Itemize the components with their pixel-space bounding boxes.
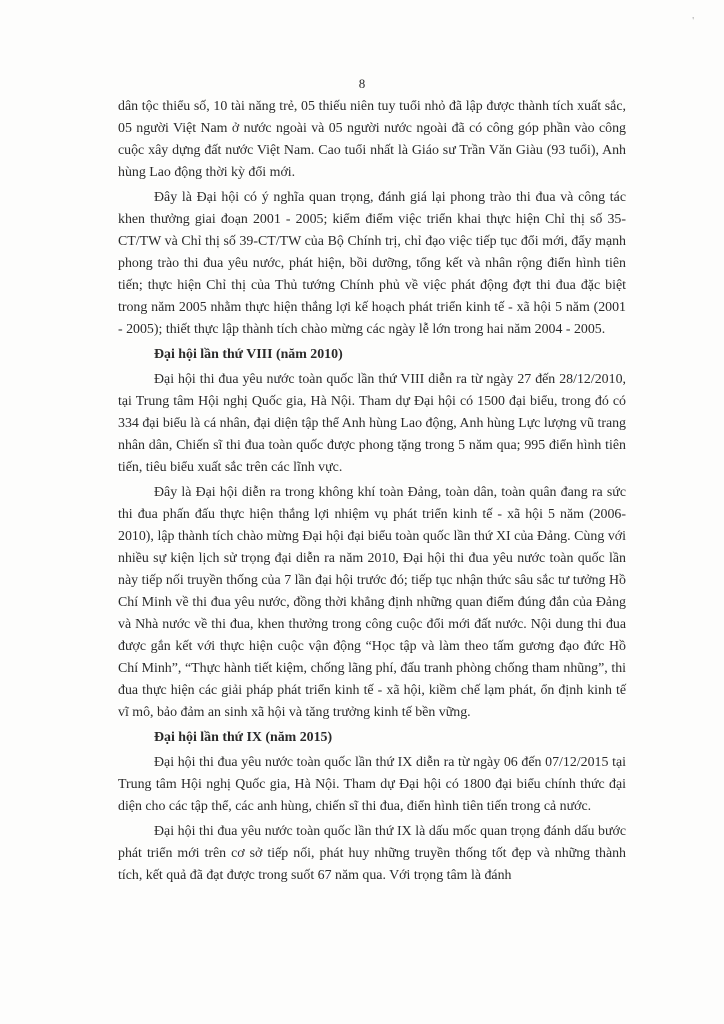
paragraph-viii-details: Đại hội thi đua yêu nước toàn quốc lần thứ VIII diễn ra từ ngày 27 đến 28/12/2010, tại Trung tâm Hội nghị Quốc gia, Hà Nội. Tham dự Đại hội có 1500 đại biểu, trong đó có 334 đại biểu là cá nhân, đại diện tập thể Anh hùng Lao động, Anh hùng Lực lượng vũ trang nhân dân, Chiến sĩ thi đua toàn quốc được phong tặng trong 5 năm qua; 995 điển hình tiên tiến, tiêu biểu xuất sắc trên các lĩnh vực. [118, 372, 626, 475]
section-heading-ix: Đại hội lần thứ IX (năm 2015) [154, 730, 333, 745]
paragraph-significance: Đây là Đại hội có ý nghĩa quan trọng, đánh giá lại phong trào thi đua và công tác khen thưởng giai đoạn 2001 - 2005; kiểm điểm việc triển khai thực hiện Chỉ thị số 35-CT/TW và Chỉ thị số 39-CT/TW của Bộ Chính trị, chỉ đạo việc tiếp tục đổi mới, đẩy mạnh phong trào thi đua yêu nước, phát hiện, bồi dưỡng, tổng kết và nhân rộng điển hình tiên tiến; thực hiện Chỉ thị của Thủ tướng Chính phủ về việc phát động đợt thi đua đặc biệt trong năm 2005 nhằm thực hiện thắng lợi kế hoạch phát triển kinh tế - xã hội 5 năm (2001 - 2005); thiết thực lập thành tích chào mừng các ngày lễ lớn trong hai năm 2004 - 2005. [118, 190, 626, 337]
paragraph-ix-milestone: Đại hội thi đua yêu nước toàn quốc lần thứ IX là dấu mốc quan trọng đánh dấu bước phát triển mới trên cơ sở tiếp nối, phát huy những truyền thống tốt đẹp và những thành tích, kết quả đã đạt được trong suốt 67 năm qua. Với trọng tâm là đánh [118, 824, 626, 883]
paragraph-continuation: dân tộc thiểu số, 10 tài năng trẻ, 05 thiếu niên tuy tuổi nhỏ đã lập được thành tích xuất sắc, 05 người Việt Nam ở nước ngoài và 05 người nước ngoài đã có công góp phần vào công cuộc xây dựng đất nước Việt Nam. Cao tuổi nhất là Giáo sư Trần Văn Giàu (93 tuổi), Anh hùng Lao động thời kỳ đổi mới. [118, 99, 626, 180]
corner-mark: ' [692, 16, 694, 27]
paragraph-ix-details: Đại hội thi đua yêu nước toàn quốc lần thứ IX diễn ra từ ngày 06 đến 07/12/2015 tại Trung tâm Hội nghị Quốc gia, Hà Nội. Tham dự Đại hội có 1800 đại biểu chính thức đại diện cho các tập thể, các anh hùng, chiến sĩ thi đua, điển hình tiên tiến trong cả nước. [118, 755, 626, 814]
document-body [118, 96, 626, 887]
paragraph-viii-context: Đây là Đại hội diễn ra trong không khí toàn Đảng, toàn dân, toàn quân đang ra sức thi đua phấn đấu thực hiện thắng lợi nhiệm vụ phát triển kinh tế - xã hội 5 năm (2006-2010), lập thành tích chào mừng Đại hội đại biểu toàn quốc lần thứ XI của Đảng. Cùng với nhiều sự kiện lịch sử trọng đại diễn ra năm 2010, Đại hội thi đua yêu nước toàn quốc lần này tiếp nối truyền thống của 7 lần đại hội trước đó; tiếp tục nhận thức sâu sắc tư tưởng Hồ Chí Minh về thi đua yêu nước, đồng thời khẳng định những quan điểm đúng đắn của Đảng và Nhà nước về thi đua, khen thưởng trong công cuộc đổi mới đất nước. Nội dung thi đua được gắn kết với thực hiện cuộc vận động “Học tập và làm theo tấm gương đạo đức Hồ Chí Minh”, “Thực hành tiết kiệm, chống lãng phí, đấu tranh phòng chống tham nhũng”, thi đua thực hiện các giải pháp phát triển kinh tế - xã hội, kiềm chế lạm phát, ổn định kinh tế vĩ mô, bảo đảm an sinh xã hội và tăng trưởng kinh tế bền vững. [118, 485, 626, 720]
section-heading-viii: Đại hội lần thứ VIII (năm 2010) [154, 347, 343, 362]
page-number: 8 [358, 76, 366, 91]
